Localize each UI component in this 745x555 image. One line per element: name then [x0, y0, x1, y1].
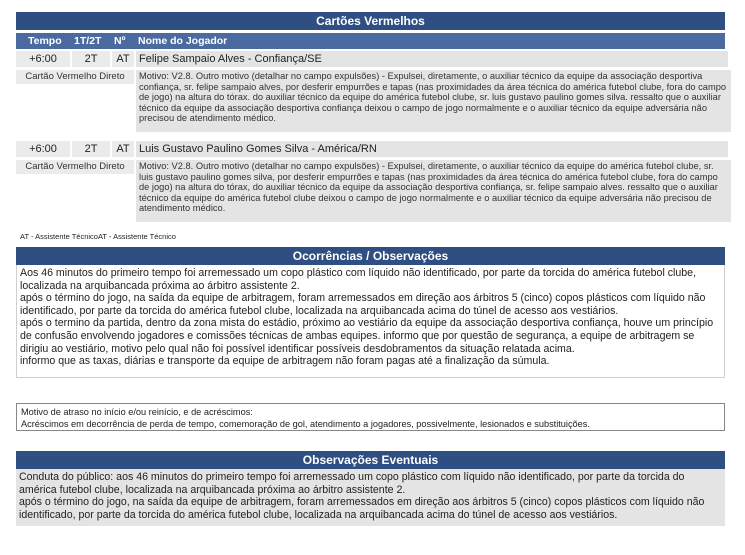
atraso-text: Acréscimos em decorrência de perda de tempo, comemoração de gol, atendimento a jogadores, possivelmente, lesionados e substituições.	[21, 418, 590, 429]
card-motivo: Motivo: V2.8. Outro motivo (detalhar no campo expulsões) - Expulsei, diretamente, o auxiliar técnico da equipe do américa futebol clube, sr. luis gustavo paulino gomes silva, por desferir empurrões e tapas (nas proximidades da área técnica do américa futebol clube, fora do campo de jogo) na altura do tórax, do auxiliar técnico da equipe da associação desportiva confiança, sr. felipe sampaio alves. ressalto que o auxiliar técnico da equipe do américa futebol clube deixou o campo de jogo normalmente e o auxiliar técnico da equipe adversária não precisou de atendimento médico.	[136, 160, 731, 222]
card-type: Cartão Vermelho Direto	[16, 160, 134, 174]
ocorrencias-body	[16, 265, 725, 378]
card-row-2	[16, 141, 725, 221]
eventuais-body	[16, 469, 725, 526]
col-periodo: 1T/2T	[74, 35, 102, 47]
card-tempo: +6:00	[16, 51, 70, 67]
card-player-name: Luis Gustavo Paulino Gomes Silva - América/RN	[136, 141, 728, 157]
eventual-line: após o término do jogo, na saída da equipe de arbitragem, foram arremessados em direção aos árbitros 5 (cinco) copos plásticos com líquido não identificado, por parte da torcida do américa futebol clube, localizada na arquibancada acima do túnel de acesso aos vestiários.	[19, 496, 705, 521]
cartoes-column-header	[16, 33, 725, 49]
col-tempo: Tempo	[28, 35, 62, 47]
ocorrencia-line: informo que as taxas, diárias e transporte da equipe de arbitragem não foram pagas até a finalização da súmula.	[20, 355, 550, 368]
eventuais-title: Observações Eventuais	[16, 451, 725, 469]
card-row-1	[16, 51, 725, 131]
card-periodo: 2T	[72, 141, 110, 157]
card-periodo: 2T	[72, 51, 110, 67]
card-player-name: Felipe Sampaio Alves - Confiança/SE	[136, 51, 728, 67]
card-motivo: Motivo: V2.8. Outro motivo (detalhar no campo expulsões) - Expulsei, diretamente, o auxiliar técnico da equipe da associação desportiva confiança, sr. felipe sampaio alves, por desferir empurrões e tapas (nas proximidades da área técnica do américa futebol clube, fora do campo de jogo) na altura do tórax. do auxiliar técnico da equipe do américa futebol clube, sr. luis gustavo paulino gomes silva. ressalto que o auxiliar técnico da equipe da associação desportiva confiança deixou o campo de jogo normalmente e o auxiliar técnico da equipe adversária não precisou de atendimento médico.	[136, 70, 731, 132]
card-type: Cartão Vermelho Direto	[16, 70, 134, 84]
legend-note: AT - Assistente TécnicoAT - Assistente Técnico	[20, 232, 176, 241]
card-numero: AT	[112, 141, 134, 157]
eventual-line: Conduta do público: aos 46 minutos do primeiro tempo foi arremessado um copo plástico com líquido não identificado, por parte da torcida do américa futebol clube, localizada na arquibancada próxima ao árbitro assistente 2.	[19, 471, 685, 496]
ocorrencias-title: Ocorrências / Observações	[16, 247, 725, 265]
card-numero: AT	[112, 51, 134, 67]
col-numero: Nº	[114, 35, 126, 47]
atraso-box	[16, 403, 725, 431]
ocorrencia-line: Aos 46 minutos do primeiro tempo foi arremessado um copo plástico com líquido não identificado, por parte da torcida do américa futebol clube, localizada na arquibancada próxima ao árbitro assistente 2.	[20, 267, 697, 292]
col-nome: Nome do Jogador	[138, 35, 228, 47]
ocorrencia-line: após o termino da partida, dentro da zona mista do estádio, próximo ao vestiário da equipe da associação desportiva confiança, houve um princípio de confusão envolvendo jogadores e comissões técnicas de ambas equipes. informo que por questão de segurança, a equipe de arbitragem se dirigiu ao vestiário, motivo pelo qual não foi possível identificar possíveis desdobramentos da situação relatada acima.	[20, 317, 714, 355]
ocorrencia-line: após o término do jogo, na saída da equipe de arbitragem, foram arremessados em direção aos árbitros 5 (cinco) copos plásticos com líquido não identificado, por parte da torcida do américa futebol clube, localizada na arquibancada acima do túnel de acesso aos vestiários.	[20, 292, 706, 317]
atraso-title: Motivo de atraso no início e/ou reinício, e de acréscimos:	[21, 407, 253, 417]
cartoes-title: Cartões Vermelhos	[16, 12, 725, 30]
card-tempo: +6:00	[16, 141, 70, 157]
